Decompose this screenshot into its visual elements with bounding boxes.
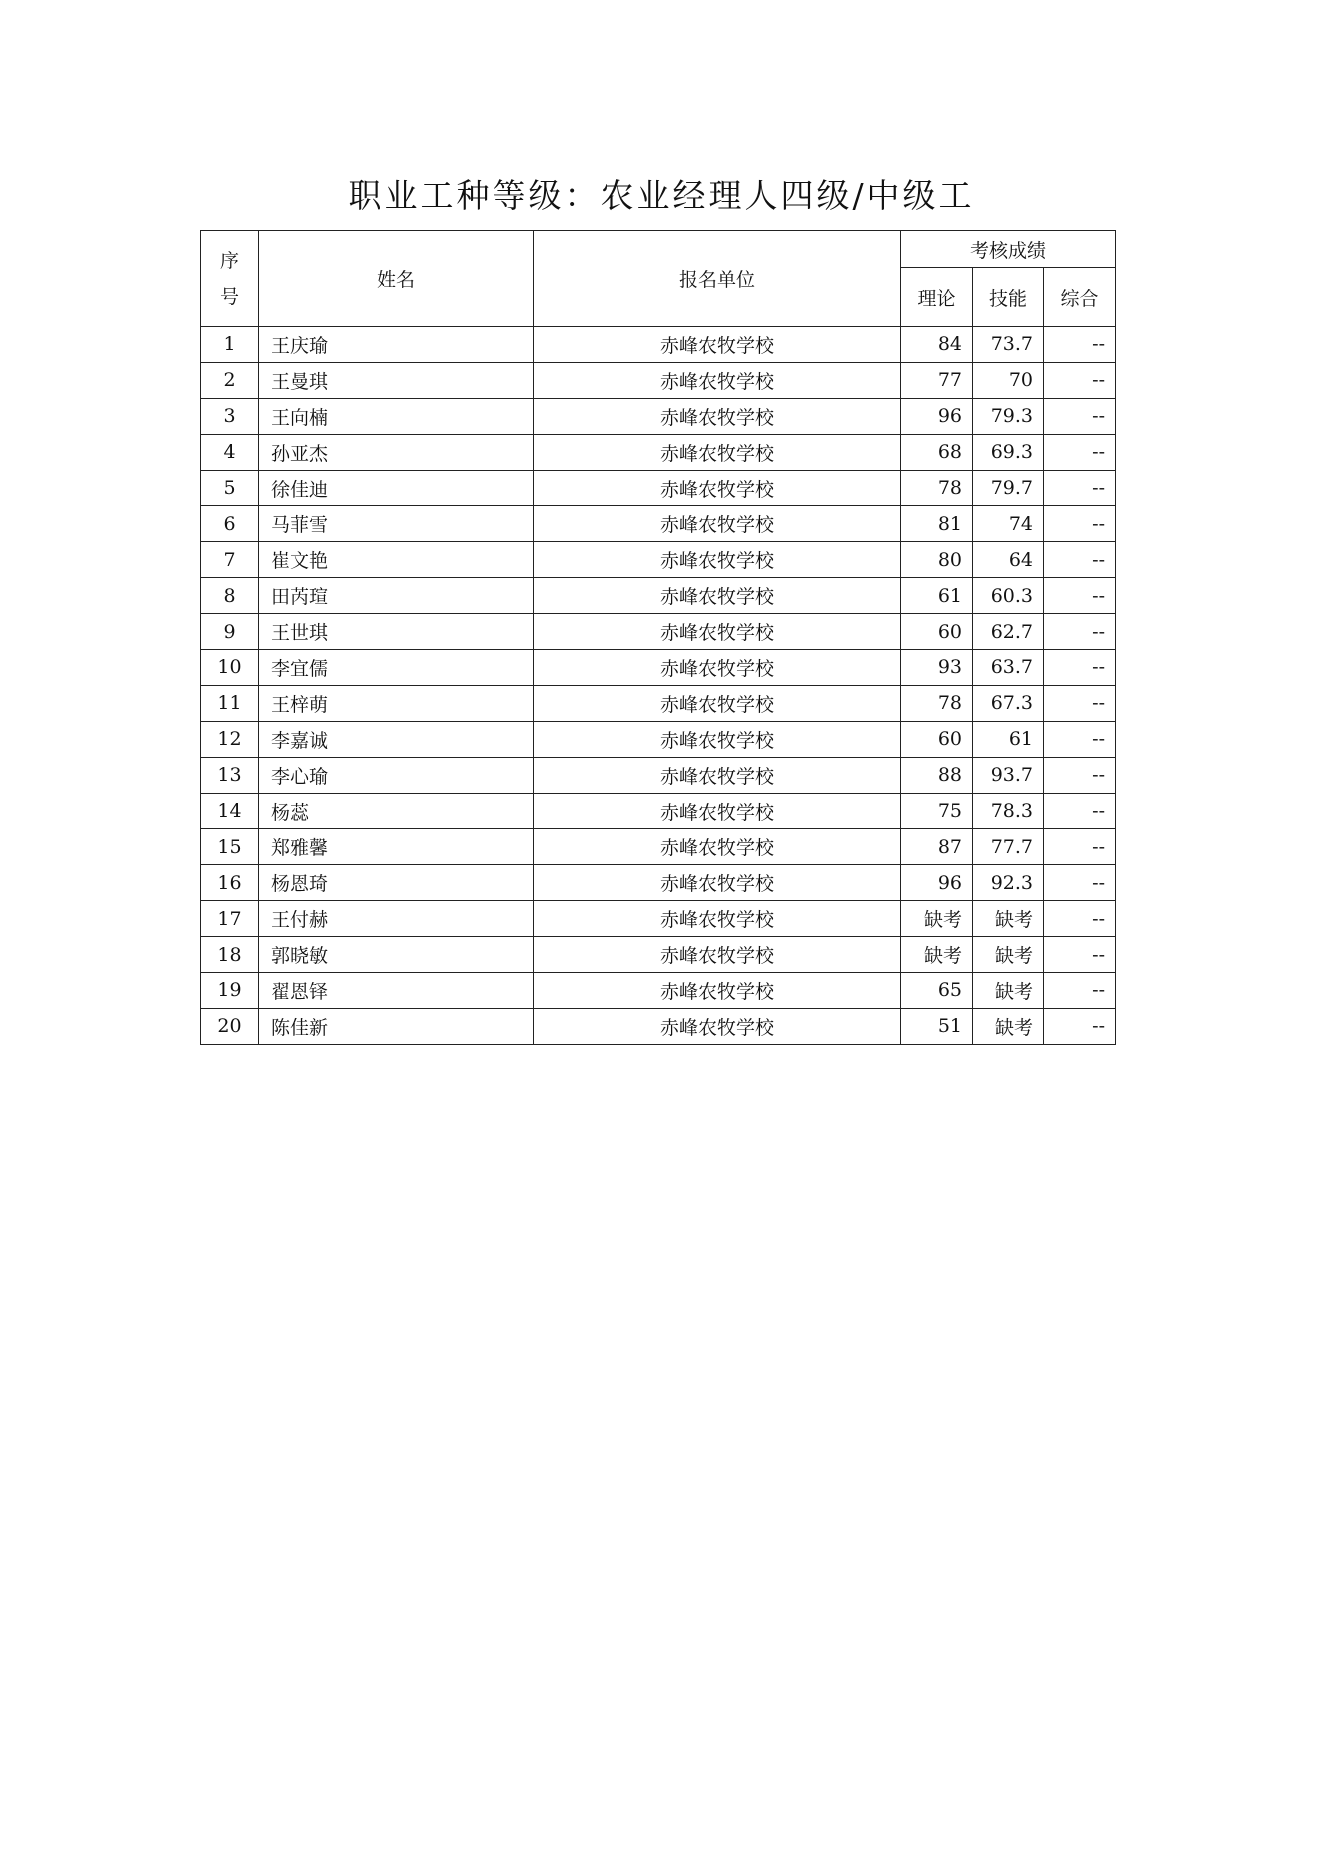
cell-overall: -- <box>1044 937 1116 973</box>
cell-theory: 96 <box>901 398 973 434</box>
cell-overall: -- <box>1044 757 1116 793</box>
cell-theory: 缺考 <box>901 901 973 937</box>
table-row <box>201 973 1116 1009</box>
cell-name: 马菲雪 <box>259 506 534 542</box>
cell-seq: 15 <box>201 829 259 865</box>
cell-theory: 93 <box>901 650 973 686</box>
cell-name: 杨蕊 <box>259 793 534 829</box>
table-row <box>201 506 1116 542</box>
cell-unit: 赤峰农牧学校 <box>534 901 901 937</box>
cell-theory: 缺考 <box>901 937 973 973</box>
cell-overall: -- <box>1044 901 1116 937</box>
cell-theory: 68 <box>901 434 973 470</box>
cell-unit: 赤峰农牧学校 <box>534 829 901 865</box>
cell-overall: -- <box>1044 506 1116 542</box>
cell-theory: 88 <box>901 757 973 793</box>
cell-name: 李宜儒 <box>259 650 534 686</box>
cell-seq: 3 <box>201 398 259 434</box>
cell-unit: 赤峰农牧学校 <box>534 1008 901 1044</box>
header-seq <box>201 231 259 327</box>
cell-name: 王庆瑜 <box>259 327 534 363</box>
table-row <box>201 865 1116 901</box>
cell-name: 杨恩琦 <box>259 865 534 901</box>
cell-theory: 51 <box>901 1008 973 1044</box>
cell-skill: 60.3 <box>973 578 1044 614</box>
header-seq-line2: 号 <box>219 285 239 308</box>
cell-overall: -- <box>1044 542 1116 578</box>
cell-seq: 16 <box>201 865 259 901</box>
cell-name: 崔文艳 <box>259 542 534 578</box>
cell-seq: 4 <box>201 434 259 470</box>
cell-skill: 74 <box>973 506 1044 542</box>
cell-skill: 64 <box>973 542 1044 578</box>
cell-unit: 赤峰农牧学校 <box>534 614 901 650</box>
cell-seq: 14 <box>201 793 259 829</box>
cell-overall: -- <box>1044 1008 1116 1044</box>
cell-overall: -- <box>1044 578 1116 614</box>
cell-unit: 赤峰农牧学校 <box>534 650 901 686</box>
cell-theory: 65 <box>901 973 973 1009</box>
page-title: 职业工种等级：农业经理人四级/中级工 <box>348 176 975 215</box>
cell-name: 田芮瑄 <box>259 578 534 614</box>
cell-seq: 13 <box>201 757 259 793</box>
cell-theory: 60 <box>901 721 973 757</box>
cell-theory: 96 <box>901 865 973 901</box>
cell-overall: -- <box>1044 865 1116 901</box>
table-row <box>201 542 1116 578</box>
table-body <box>201 327 1116 1045</box>
header-scores: 考核成绩 <box>901 231 1116 268</box>
cell-skill: 79.3 <box>973 398 1044 434</box>
cell-theory: 60 <box>901 614 973 650</box>
cell-skill: 缺考 <box>973 973 1044 1009</box>
table-row <box>201 650 1116 686</box>
cell-unit: 赤峰农牧学校 <box>534 434 901 470</box>
cell-unit: 赤峰农牧学校 <box>534 865 901 901</box>
cell-overall: -- <box>1044 327 1116 363</box>
cell-unit: 赤峰农牧学校 <box>534 542 901 578</box>
cell-name: 王曼琪 <box>259 362 534 398</box>
cell-skill: 93.7 <box>973 757 1044 793</box>
cell-name: 李嘉诚 <box>259 721 534 757</box>
cell-seq: 7 <box>201 542 259 578</box>
cell-skill: 77.7 <box>973 829 1044 865</box>
cell-unit: 赤峰农牧学校 <box>534 327 901 363</box>
cell-seq: 6 <box>201 506 259 542</box>
cell-theory: 77 <box>901 362 973 398</box>
cell-seq: 18 <box>201 937 259 973</box>
table-row <box>201 721 1116 757</box>
table-row <box>201 1008 1116 1044</box>
cell-skill: 62.7 <box>973 614 1044 650</box>
cell-unit: 赤峰农牧学校 <box>534 506 901 542</box>
cell-theory: 81 <box>901 506 973 542</box>
cell-seq: 12 <box>201 721 259 757</box>
table-row <box>201 434 1116 470</box>
cell-seq: 2 <box>201 362 259 398</box>
cell-name: 郑雅馨 <box>259 829 534 865</box>
cell-overall: -- <box>1044 470 1116 506</box>
table-row <box>201 937 1116 973</box>
cell-unit: 赤峰农牧学校 <box>534 973 901 1009</box>
cell-overall: -- <box>1044 614 1116 650</box>
cell-skill: 67.3 <box>973 685 1044 721</box>
cell-unit: 赤峰农牧学校 <box>534 398 901 434</box>
cell-theory: 75 <box>901 793 973 829</box>
table-row <box>201 614 1116 650</box>
cell-name: 王梓萌 <box>259 685 534 721</box>
cell-theory: 87 <box>901 829 973 865</box>
cell-overall: -- <box>1044 793 1116 829</box>
cell-name: 徐佳迪 <box>259 470 534 506</box>
cell-overall: -- <box>1044 398 1116 434</box>
cell-overall: -- <box>1044 650 1116 686</box>
cell-name: 王付赫 <box>259 901 534 937</box>
cell-name: 李心瑜 <box>259 757 534 793</box>
cell-seq: 5 <box>201 470 259 506</box>
cell-skill: 92.3 <box>973 865 1044 901</box>
cell-name: 翟恩铎 <box>259 973 534 1009</box>
table-row <box>201 398 1116 434</box>
cell-seq: 10 <box>201 650 259 686</box>
cell-unit: 赤峰农牧学校 <box>534 362 901 398</box>
cell-seq: 9 <box>201 614 259 650</box>
cell-skill: 73.7 <box>973 327 1044 363</box>
cell-theory: 61 <box>901 578 973 614</box>
header-skill: 技能 <box>973 268 1044 327</box>
table-row <box>201 757 1116 793</box>
cell-unit: 赤峰农牧学校 <box>534 470 901 506</box>
cell-name: 王向楠 <box>259 398 534 434</box>
cell-overall: -- <box>1044 434 1116 470</box>
cell-skill: 70 <box>973 362 1044 398</box>
cell-name: 孙亚杰 <box>259 434 534 470</box>
cell-name: 王世琪 <box>259 614 534 650</box>
cell-skill: 缺考 <box>973 1008 1044 1044</box>
cell-unit: 赤峰农牧学校 <box>534 685 901 721</box>
cell-unit: 赤峰农牧学校 <box>534 937 901 973</box>
header-name: 姓名 <box>259 231 534 327</box>
cell-overall: -- <box>1044 362 1116 398</box>
cell-skill: 78.3 <box>973 793 1044 829</box>
cell-seq: 19 <box>201 973 259 1009</box>
header-unit: 报名单位 <box>534 231 901 327</box>
cell-overall: -- <box>1044 829 1116 865</box>
cell-overall: -- <box>1044 685 1116 721</box>
table-row <box>201 901 1116 937</box>
cell-theory: 78 <box>901 470 973 506</box>
table-row <box>201 578 1116 614</box>
cell-name: 郭晓敏 <box>259 937 534 973</box>
cell-skill: 69.3 <box>973 434 1044 470</box>
cell-unit: 赤峰农牧学校 <box>534 721 901 757</box>
cell-overall: -- <box>1044 973 1116 1009</box>
cell-skill: 63.7 <box>973 650 1044 686</box>
cell-theory: 80 <box>901 542 973 578</box>
cell-unit: 赤峰农牧学校 <box>534 757 901 793</box>
table-row <box>201 829 1116 865</box>
cell-seq: 8 <box>201 578 259 614</box>
cell-unit: 赤峰农牧学校 <box>534 578 901 614</box>
header-theory: 理论 <box>901 268 973 327</box>
cell-unit: 赤峰农牧学校 <box>534 793 901 829</box>
cell-theory: 84 <box>901 327 973 363</box>
table-row <box>201 470 1116 506</box>
cell-seq: 1 <box>201 327 259 363</box>
cell-theory: 78 <box>901 685 973 721</box>
table-row <box>201 685 1116 721</box>
table-row <box>201 362 1116 398</box>
table-row <box>201 793 1116 829</box>
cell-skill: 缺考 <box>973 901 1044 937</box>
header-overall: 综合 <box>1044 268 1116 327</box>
cell-skill: 61 <box>973 721 1044 757</box>
cell-overall: -- <box>1044 721 1116 757</box>
cell-skill: 缺考 <box>973 937 1044 973</box>
cell-seq: 20 <box>201 1008 259 1044</box>
cell-skill: 79.7 <box>973 470 1044 506</box>
header-row-top <box>201 231 1116 268</box>
cell-seq: 11 <box>201 685 259 721</box>
header-seq-line1: 序 <box>219 249 239 272</box>
scores-table <box>200 230 1116 1045</box>
cell-seq: 17 <box>201 901 259 937</box>
table-row <box>201 327 1116 363</box>
cell-name: 陈佳新 <box>259 1008 534 1044</box>
